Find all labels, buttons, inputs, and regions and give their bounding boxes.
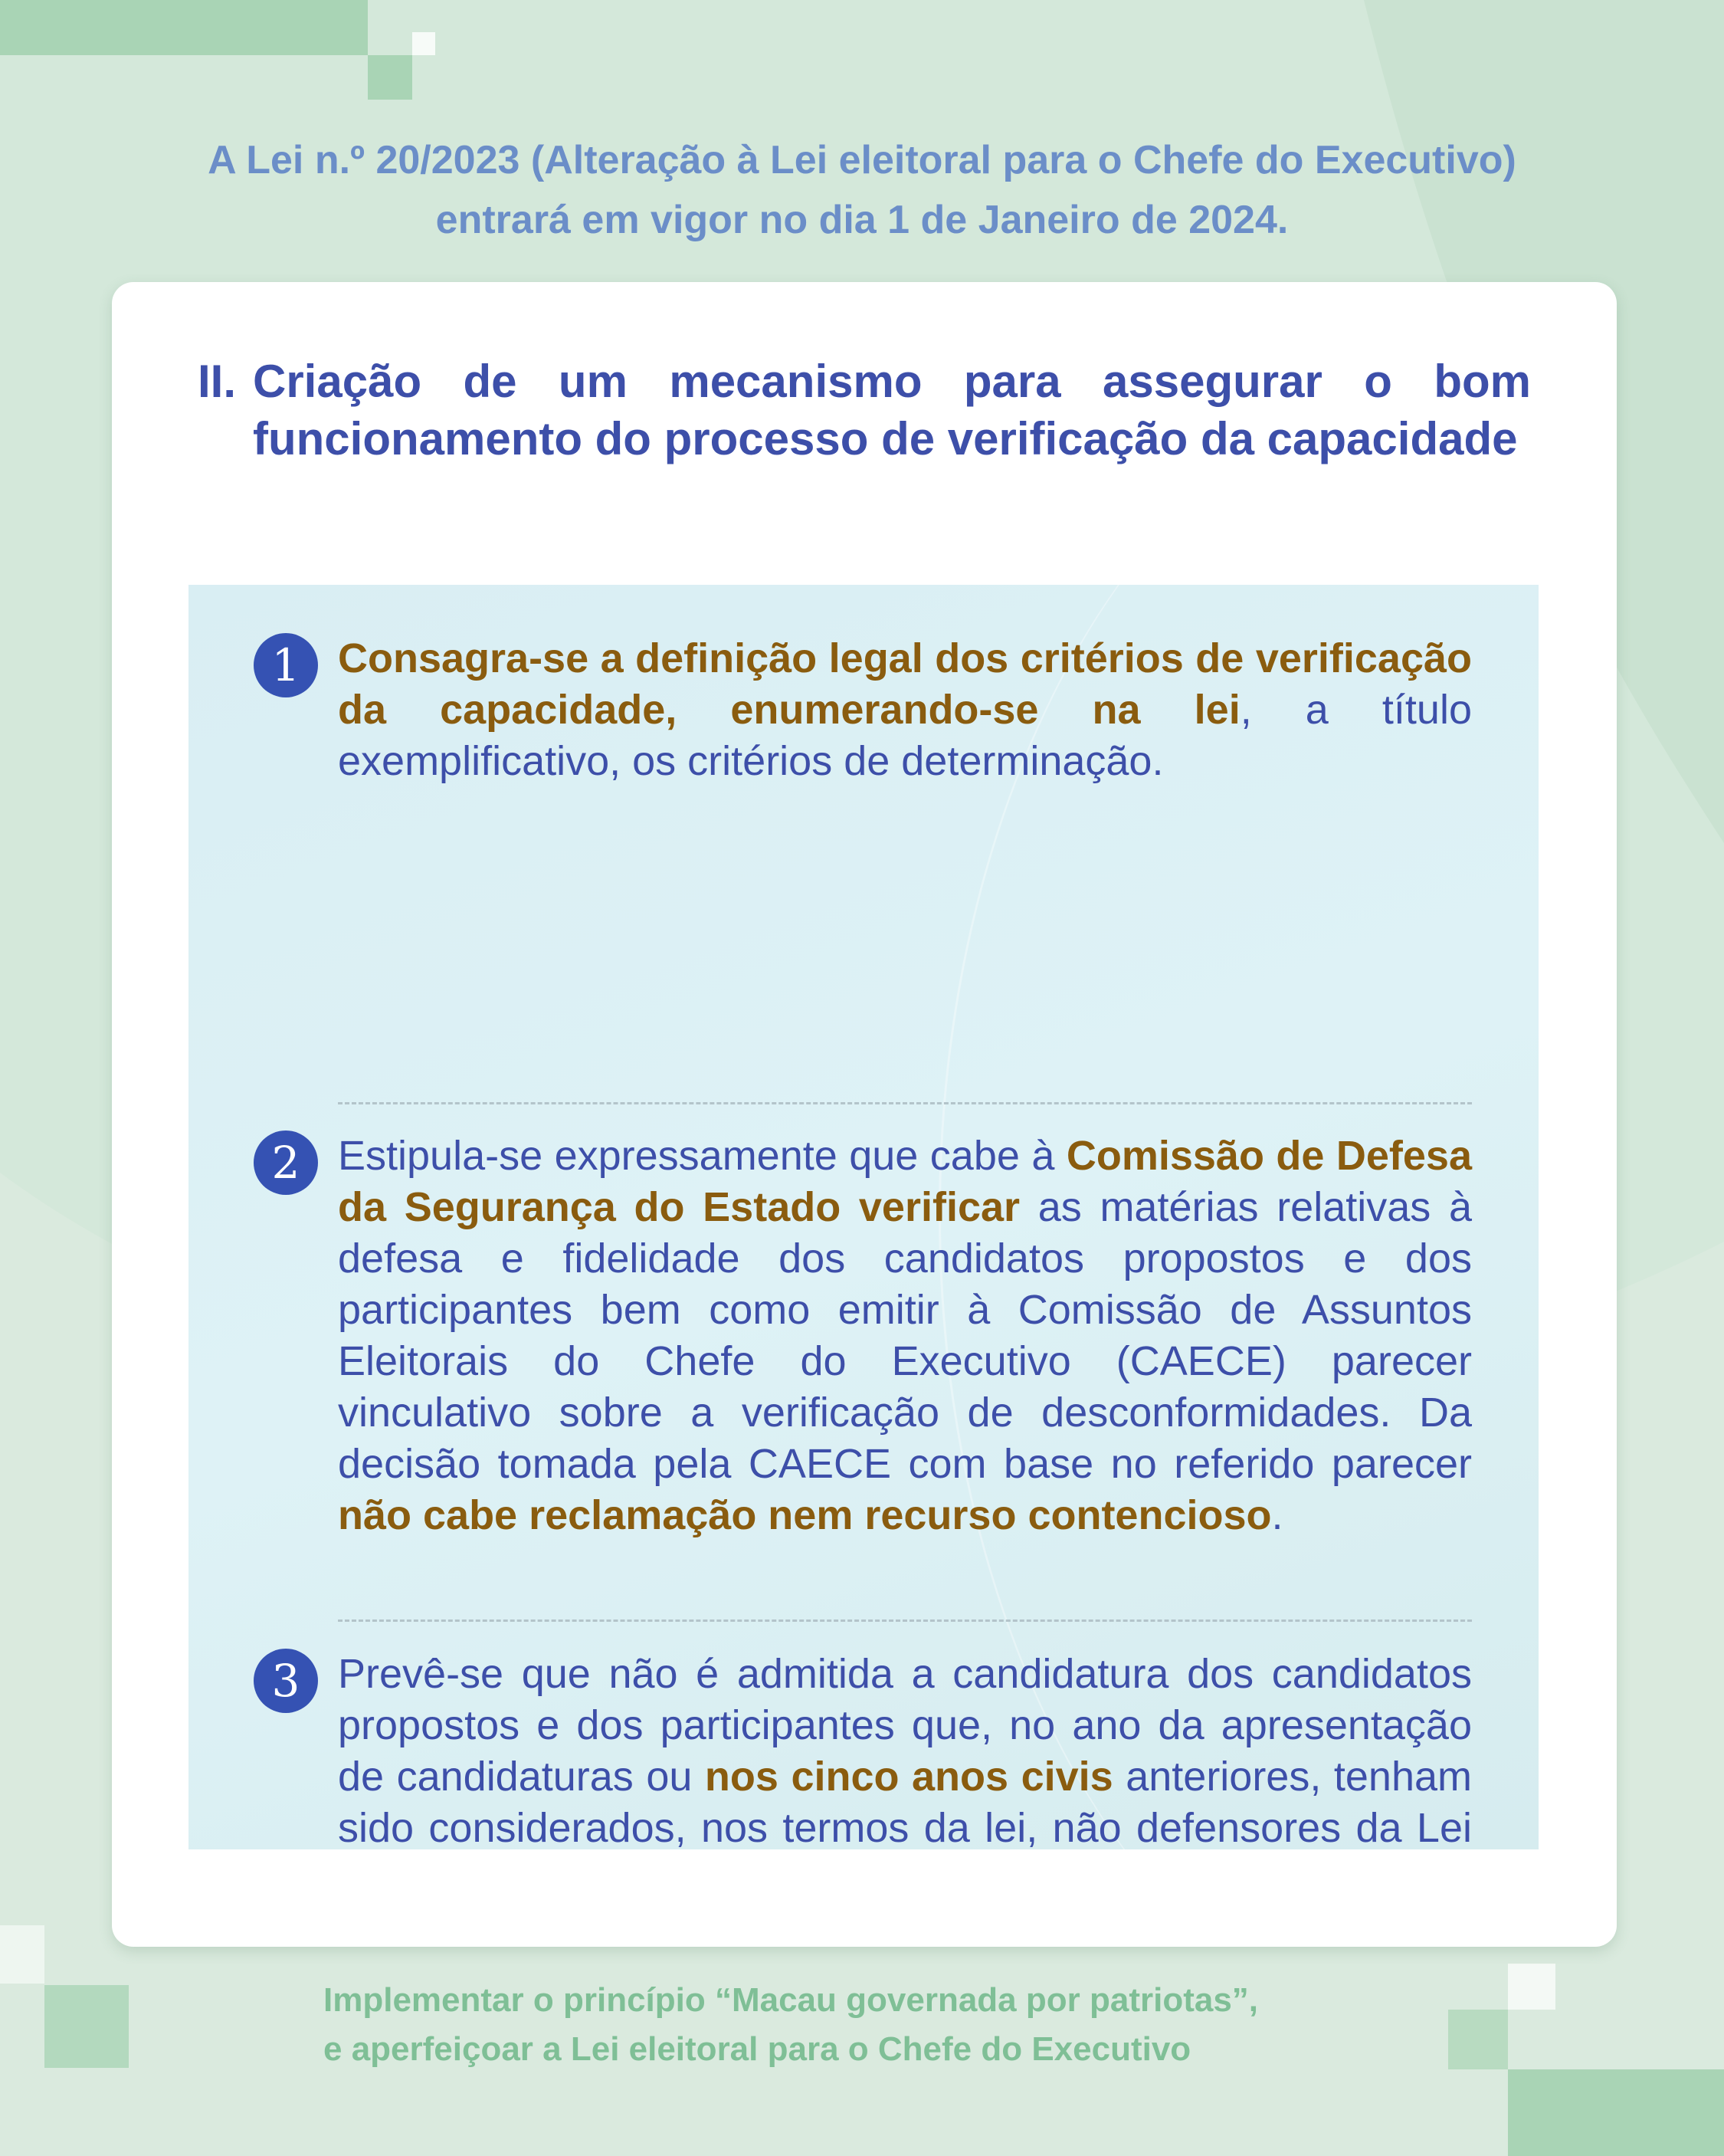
item-highlight: Comissão de Defesa da Segurança do Estado verificar (338, 1133, 1472, 1230)
item-highlight: não cabe reclamação nem recurso contencioso (338, 1492, 1272, 1538)
deco-square (0, 0, 368, 55)
item-text-part: as matérias relativas à defesa e fidelidade dos candidatos propostos e dos participantes bem como emitir à Comissão de Assuntos Eleitorais do Chefe do Executivo (CAECE) parecer vinculativo sobre a verificação de desconformidades. Da decisão tomada pela CAECE com base no referido parecer (338, 1184, 1472, 1487)
header-line-1: A Lei n.º 20/2023 (Alteração à Lei eleitoral para o Chefe do Executivo) (208, 138, 1516, 182)
number-badge: 3 (254, 1649, 318, 1713)
page-header (0, 130, 1724, 250)
number-badge: 2 (254, 1131, 318, 1195)
item-text-part: . (1271, 1492, 1283, 1538)
item-text (338, 633, 1472, 787)
item-text-part: anteriores, tenham sido considerados, nos termos da lei, não defensores da Lei (338, 1754, 1472, 1849)
deco-square (1508, 2069, 1724, 2156)
item-text (338, 1131, 1472, 1541)
item-highlight: nos cinco anos civis (704, 1754, 1113, 1800)
dashed-divider (338, 1619, 1472, 1622)
section-title (198, 353, 1531, 468)
item-text (338, 1649, 1472, 1849)
deco-square (368, 55, 412, 100)
footer-line-2: e aperfeiçoar a Lei eleitoral para o Chefe do Executivo (323, 2030, 1191, 2068)
number-badge: 1 (254, 633, 318, 697)
deco-square (44, 1985, 129, 2068)
item-text-part: Prevê-se que não é admitida a candidatura dos candidatos propostos e dos participantes que, no ano da apresentação de candidaturas ou (338, 1651, 1472, 1800)
section-number: II. (198, 356, 237, 407)
deco-square (1508, 1964, 1555, 2010)
item-text-part: Estipula-se expressamente que cabe à (338, 1133, 1067, 1179)
item-text-part: , a título exemplificativo, os critérios de determinação. (338, 687, 1472, 784)
list-item (254, 1131, 1472, 1541)
item-highlight: Consagra-se a definição legal dos critérios de verificação da capacidade, enumerando-se na lei (338, 635, 1472, 733)
deco-square (1448, 2010, 1508, 2069)
measures-panel (188, 585, 1539, 1849)
deco-square (0, 1925, 44, 1984)
list-item (254, 633, 1472, 787)
page-footer (323, 1976, 1258, 2074)
list-item (254, 1649, 1472, 1849)
content-card (112, 282, 1617, 1947)
dashed-divider (338, 1102, 1472, 1104)
header-line-2: entrará em vigor no dia 1 de Janeiro de 2024. (435, 198, 1289, 242)
deco-square (412, 32, 435, 55)
section-title-text: Criação de um mecanismo para assegurar o bom funcionamento do processo de verificação da capacidade (253, 356, 1531, 464)
footer-line-1: Implementar o princípio “Macau governada por patriotas”, (323, 1981, 1259, 2019)
